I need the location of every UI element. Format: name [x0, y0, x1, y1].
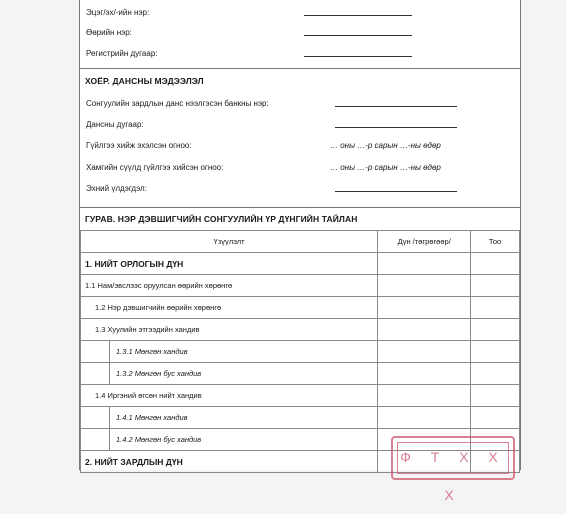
row-label: 1.3 Хуулийн этгээдийн хандив: [81, 319, 378, 341]
count-cell[interactable]: [471, 407, 520, 429]
bank-name-line[interactable]: [335, 106, 457, 107]
given-name-line[interactable]: [304, 35, 412, 36]
amount-cell[interactable]: [378, 253, 471, 275]
form-sheet: [79, 0, 521, 503]
first-transaction-date-label: Гүйлгээ хийж эхэлсэн огноо:: [86, 141, 192, 150]
row-label: 2. НИЙТ ЗАРДЛЫН ДҮН: [81, 451, 378, 473]
account-section-title: ХОЁР. ДАНСНЫ МЭДЭЭЛЭЛ: [85, 76, 204, 86]
row-label-cell: [81, 341, 378, 363]
row-label: 1.2 Нэр дэвшигчийн өөрийн хөрөнгө: [81, 297, 378, 319]
count-cell[interactable]: [471, 275, 520, 297]
last-transaction-date-value[interactable]: … оны …-р сарын …-ны өдөр: [330, 163, 441, 172]
amount-cell[interactable]: [378, 341, 471, 363]
table-row: [81, 407, 520, 429]
register-number-label: Регистрийн дугаар:: [86, 49, 158, 58]
count-cell[interactable]: [471, 341, 520, 363]
official-stamp: [391, 436, 515, 503]
amount-cell[interactable]: [378, 385, 471, 407]
table-row: [81, 275, 520, 297]
table-row: [81, 319, 520, 341]
father-name-line[interactable]: [304, 15, 412, 16]
last-transaction-date-label: Хамгийн сүүлд гүйлгээ хийсэн огноо:: [86, 163, 224, 172]
count-header: Тоо: [471, 231, 520, 253]
father-name-label: Эцэг/эх/-ийн нэр:: [86, 8, 150, 17]
table-row: [81, 385, 520, 407]
table-header-row: [81, 231, 520, 253]
register-number-line[interactable]: [304, 56, 412, 57]
count-cell[interactable]: [471, 385, 520, 407]
count-cell[interactable]: [471, 363, 520, 385]
row-label: 1.1 Нам/эвслээс оруулсан өөрийн хөрөнгө: [81, 275, 378, 297]
row-label: 1.4 Иргэний өгсөн нийт хандив: [81, 385, 378, 407]
count-cell[interactable]: [471, 319, 520, 341]
row-label-cell: [81, 407, 378, 429]
row-label: 1.3.2 Мөнгөн бус хандив: [109, 363, 377, 384]
amount-cell[interactable]: [378, 275, 471, 297]
amount-cell[interactable]: [378, 297, 471, 319]
opening-balance-line[interactable]: [335, 191, 457, 192]
indicator-header: Үзүүлэлт: [81, 231, 378, 253]
bank-name-label: Сонгуулийн зардлын данс нээлгэсэн банкны нэр:: [86, 99, 269, 108]
row-label: 1. НИЙТ ОРЛОГЫН ДҮН: [81, 253, 378, 275]
report-section-title: ГУРАВ. НЭР ДЭВШИГЧИЙН СОНГУУЛИЙН ҮР ДҮНГИЙН ТАЙЛАН: [85, 214, 358, 224]
stamp-text: Ф Т Х Х Х: [400, 449, 506, 503]
row-label: 1.3.1 Мөнгөн хандив: [109, 341, 377, 362]
amount-cell[interactable]: [378, 319, 471, 341]
count-cell[interactable]: [471, 297, 520, 319]
amount-header: Дүн /төгрөгөөр/: [378, 231, 471, 253]
opening-balance-label: Эхний үлдэгдэл:: [86, 184, 147, 193]
table-row: [81, 341, 520, 363]
table-row: [81, 297, 520, 319]
row-label-cell: [81, 429, 378, 451]
section-divider: [80, 68, 520, 69]
table-row: [81, 253, 520, 275]
given-name-label: Өөрийн нэр:: [86, 28, 132, 37]
count-cell[interactable]: [471, 253, 520, 275]
section-divider: [80, 207, 520, 208]
account-number-line[interactable]: [335, 127, 457, 128]
row-label: 1.4.1 Мөнгөн хандив: [109, 407, 377, 428]
row-label: 1.4.2 Мөнгөн бус хандив: [109, 429, 377, 450]
row-label-cell: [81, 363, 378, 385]
amount-cell[interactable]: [378, 407, 471, 429]
account-number-label: Дансны дугаар:: [86, 120, 144, 129]
table-row: [81, 363, 520, 385]
amount-cell[interactable]: [378, 363, 471, 385]
stamp-inner-border: [397, 442, 509, 474]
first-transaction-date-value[interactable]: … оны …-р сарын …-ны өдөр: [330, 141, 441, 150]
